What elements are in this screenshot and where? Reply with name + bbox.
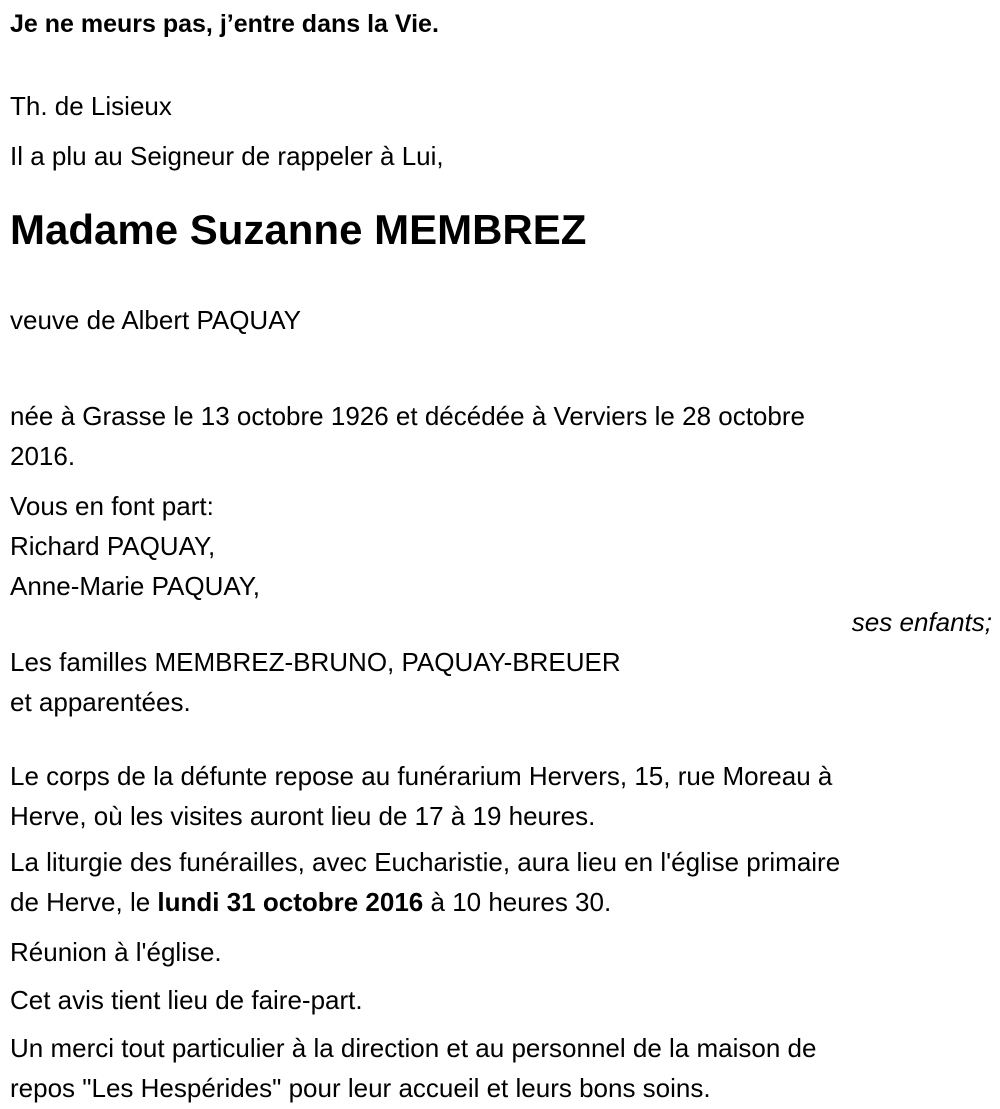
birth-death-line-1: née à Grasse le 13 octobre 1926 et décédée à Verviers le 28 octobre xyxy=(10,401,805,431)
liturgy-line-2 xyxy=(10,882,992,922)
thanks-paragraph xyxy=(10,1028,992,1108)
announcer-name-1: Richard PAQUAY, xyxy=(10,531,216,561)
families-line-1: Les familles MEMBREZ-BRUNO, PAQUAY-BREUER xyxy=(10,647,621,677)
spouse-line: veuve de Albert PAQUAY xyxy=(10,305,301,335)
announcers-block xyxy=(10,486,992,606)
thanks-line-1: Un merci tout particulier à la direction et au personnel de la maison de xyxy=(10,1033,817,1063)
faire-part-line: Cet avis tient lieu de faire-part. xyxy=(10,985,363,1015)
announcers-intro: Vous en font part: xyxy=(10,491,214,521)
relation-label: ses enfants; xyxy=(851,607,992,637)
visitation-paragraph xyxy=(10,756,992,836)
birth-death-line-2: 2016. xyxy=(10,441,76,471)
visitation-line-2: Herve, où les visites auront lieu de 17 à 19 heures. xyxy=(10,801,596,831)
liturgy-line-1: La liturgie des funérailles, avec Eucharistie, aura lieu en l'église primaire xyxy=(10,847,841,877)
epigraph-quote: Je ne meurs pas, j’entre dans la Vie. xyxy=(10,10,439,38)
epigraph-author: Th. de Lisieux xyxy=(10,91,172,121)
liturgy-line-2-suffix: à 10 heures 30. xyxy=(423,887,612,917)
funeral-date: lundi 31 octobre 2016 xyxy=(157,887,424,917)
liturgy-paragraph xyxy=(10,842,992,922)
announcer-name-2: Anne-Marie PAQUAY, xyxy=(10,571,260,601)
meeting-line: Réunion à l'église. xyxy=(10,937,222,967)
visitation-line-1: Le corps de la défunte repose au funérarium Hervers, 15, rue Moreau à xyxy=(10,761,833,791)
intro-sentence: Il a plu au Seigneur de rappeler à Lui, xyxy=(10,141,444,171)
deceased-name-heading: Madame Suzanne MEMBREZ xyxy=(10,206,587,253)
birth-death-paragraph xyxy=(10,396,992,476)
families-block xyxy=(10,642,992,722)
thanks-line-2: repos "Les Hespérides" pour leur accueil et leurs bons soins. xyxy=(10,1073,711,1103)
families-line-2: et apparentées. xyxy=(10,687,191,717)
liturgy-line-2-prefix: de Herve, le xyxy=(10,887,158,917)
